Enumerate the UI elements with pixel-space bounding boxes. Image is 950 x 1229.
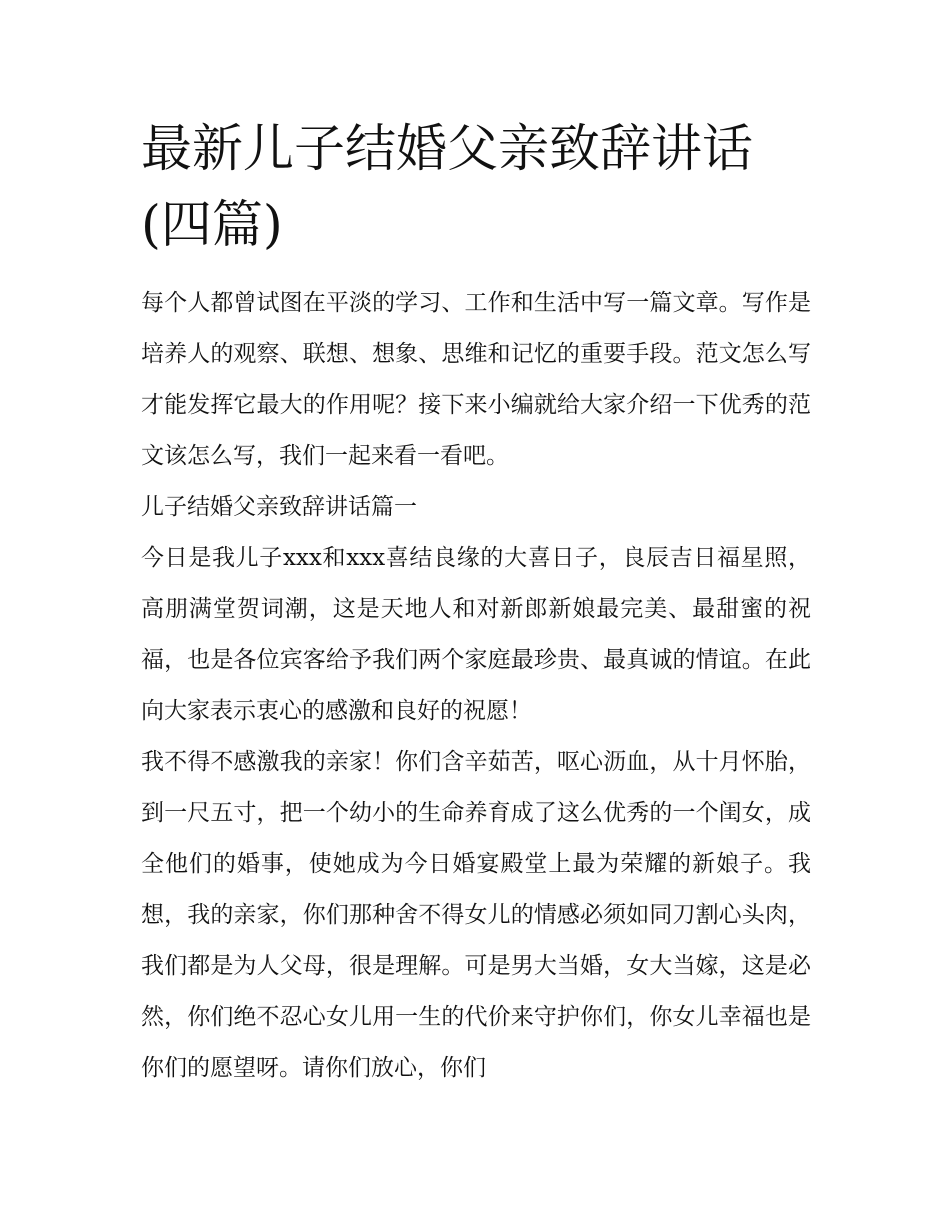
body-paragraph: 我不得不感激我的亲家！你们含辛茹苦，呕心沥血，从十月怀胎，到一尺五寸，把一个幼小的生命养育成了这么优秀的一个闺女，成全他们的婚事，使她成为今日婚宴殿堂上最为荣耀的新娘子。我想，我的亲家，你们那种舍不得女儿的情感必须如同刀割心头肉，我们都是为人父母，很是理解。可是男大当婚，女大当嫁，这是必然，你们绝不忍心女儿用一生的代价来守护你们，你女儿幸福也是你们的愿望呀。请你们放心，你们 xyxy=(141,749,811,1081)
document-content xyxy=(141,112,811,1094)
document-body xyxy=(141,278,811,1094)
document-title: 最新儿子结婚父亲致辞讲话(四篇) xyxy=(141,120,754,255)
section-heading: 儿子结婚父亲致辞讲话篇一 xyxy=(141,494,417,520)
intro-paragraph: 每个人都曾试图在平淡的学习、工作和生活中写一篇文章。写作是培养人的观察、联想、想象、思维和记忆的重要手段。范文怎么写才能发挥它最大的作用呢？接下来小编就给大家介绍一下优秀的范文该怎么写，我们一起来看一看吧。 xyxy=(141,290,811,469)
body-paragraph: 今日是我儿子xxx和xxx喜结良缘的大喜日子，良辰吉日福星照，高朋满堂贺词潮，这是天地人和对新郎新娘最完美、最甜蜜的祝福，也是各位宾客给予我们两个家庭最珍贵、最真诚的情谊。在此向大家表示衷心的感激和良好的祝愿！ xyxy=(141,545,811,724)
